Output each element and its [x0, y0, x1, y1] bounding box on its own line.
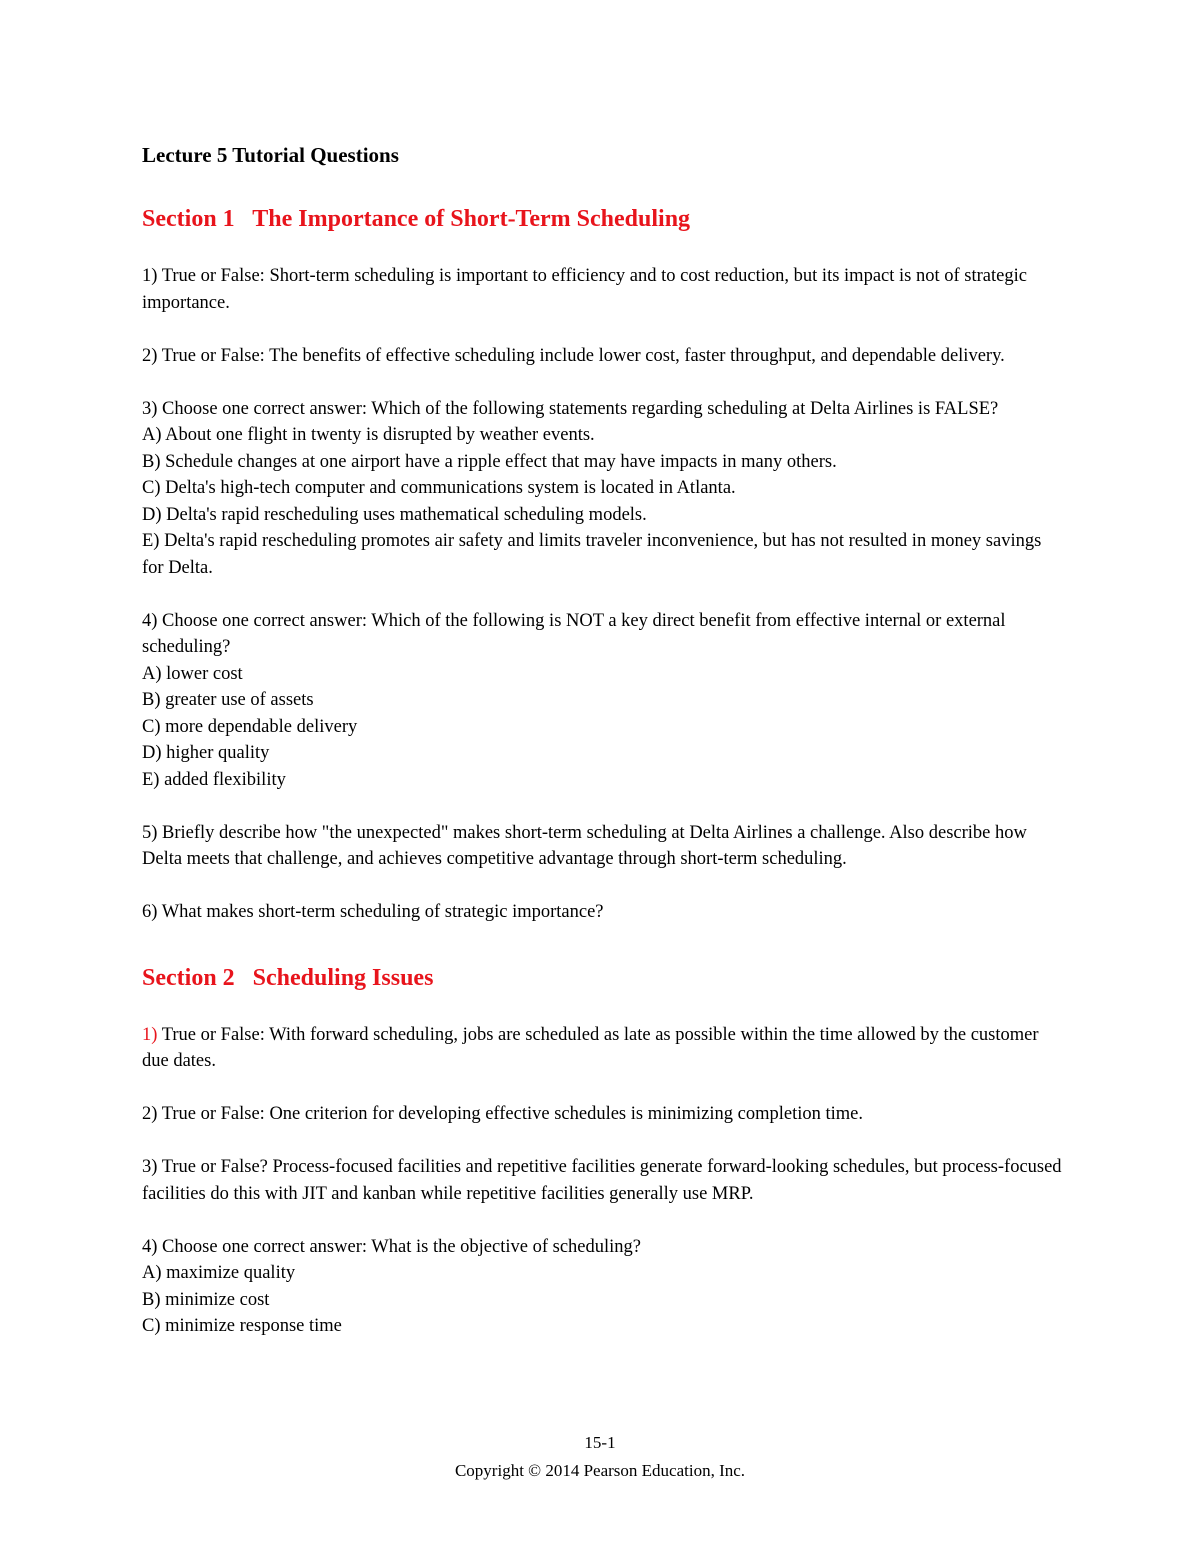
question-item	[142, 343, 1062, 370]
section-name: The Importance of Short-Term Scheduling	[252, 206, 691, 232]
document-title: Lecture 5 Tutorial Questions	[142, 143, 399, 167]
answer-choice: D) higher quality	[142, 743, 270, 763]
section-2	[142, 962, 1062, 1340]
question-item	[142, 608, 1062, 794]
answer-choice: C) Delta's high-tech computer and communications system is located in Atlanta.	[142, 478, 736, 498]
question-body: True or False: With forward scheduling, jobs are scheduled as late as possible within the time allowed by the customer due dates.	[142, 1024, 1039, 1071]
copyright-notice: Copyright © 2014 Pearson Education, Inc.	[454, 1461, 746, 1480]
answer-choice: A) About one flight in twenty is disrupted by weather events.	[142, 425, 595, 445]
question-text: 5) Briefly describe how "the unexpected" makes short-term scheduling at Delta Airlines a challenge. Also describe how Delta meets that challenge, and achieves competitive advantage through short-term scheduling.	[142, 822, 1027, 869]
question-item	[142, 899, 1062, 926]
answer-choice: E) added flexibility	[142, 769, 286, 790]
question-number: 1)	[142, 1024, 158, 1045]
answer-choice: D) Delta's rapid rescheduling uses mathematical scheduling models.	[142, 504, 647, 525]
answer-choice: A) lower cost	[142, 663, 243, 684]
question-text: 2) True or False: One criterion for developing effective schedules is minimizing completion time.	[142, 1104, 863, 1124]
question-text: 6) What makes short-term scheduling of strategic importance?	[142, 902, 604, 922]
answer-choice: C) minimize response time	[142, 1316, 342, 1336]
question-item	[142, 1154, 1062, 1207]
question-item	[142, 263, 1062, 316]
section-number: Section 1	[142, 206, 235, 232]
section-heading	[142, 962, 1062, 994]
question-text: 3) Choose one correct answer: Which of the following statements regarding scheduling at Delta Airlines is FALSE?	[142, 398, 999, 419]
section-number: Section 2	[142, 964, 235, 991]
section-heading	[142, 203, 1062, 235]
page-number: 15-1	[584, 1433, 616, 1452]
question-item	[142, 820, 1062, 873]
question-text: 1) True or False: Short-term scheduling is important to efficiency and to cost reduction, but its impact is not of strategic importance.	[142, 266, 1027, 313]
question-text: 3) True or False? Process-focused facilities and repetitive facilities generate forward-looking schedules, but process-focused facilities do this with JIT and kanban while repetitive facilities generally use MRP.	[142, 1157, 1062, 1204]
answer-choice: B) Schedule changes at one airport have a ripple effect that may have impacts in many others.	[142, 451, 837, 472]
answer-choice: A) maximize quality	[142, 1263, 296, 1283]
question-text	[142, 1022, 1062, 1075]
question-text: 2) True or False: The benefits of effective scheduling include lower cost, faster throughput, and dependable delivery.	[142, 345, 1005, 366]
question-item	[142, 1101, 1062, 1128]
question-item	[142, 1022, 1062, 1075]
question-text: 4) Choose one correct answer: What is the objective of scheduling?	[142, 1236, 641, 1257]
question-item	[142, 396, 1062, 582]
section-name: Scheduling Issues	[252, 964, 434, 991]
question-item	[142, 1234, 1062, 1340]
question-text: 4) Choose one correct answer: Which of the following is NOT a key direct benefit from effective internal or external scheduling?	[142, 610, 1006, 657]
answer-choice: C) more dependable delivery	[142, 716, 358, 737]
document-page	[142, 140, 1062, 1366]
section-1	[142, 203, 1062, 926]
answer-choice: B) greater use of assets	[142, 690, 314, 710]
answer-choice: B) minimize cost	[142, 1289, 270, 1310]
answer-choice: E) Delta's rapid rescheduling promotes air safety and limits traveler inconvenience, but has not resulted in money savings for Delta.	[142, 531, 1042, 578]
